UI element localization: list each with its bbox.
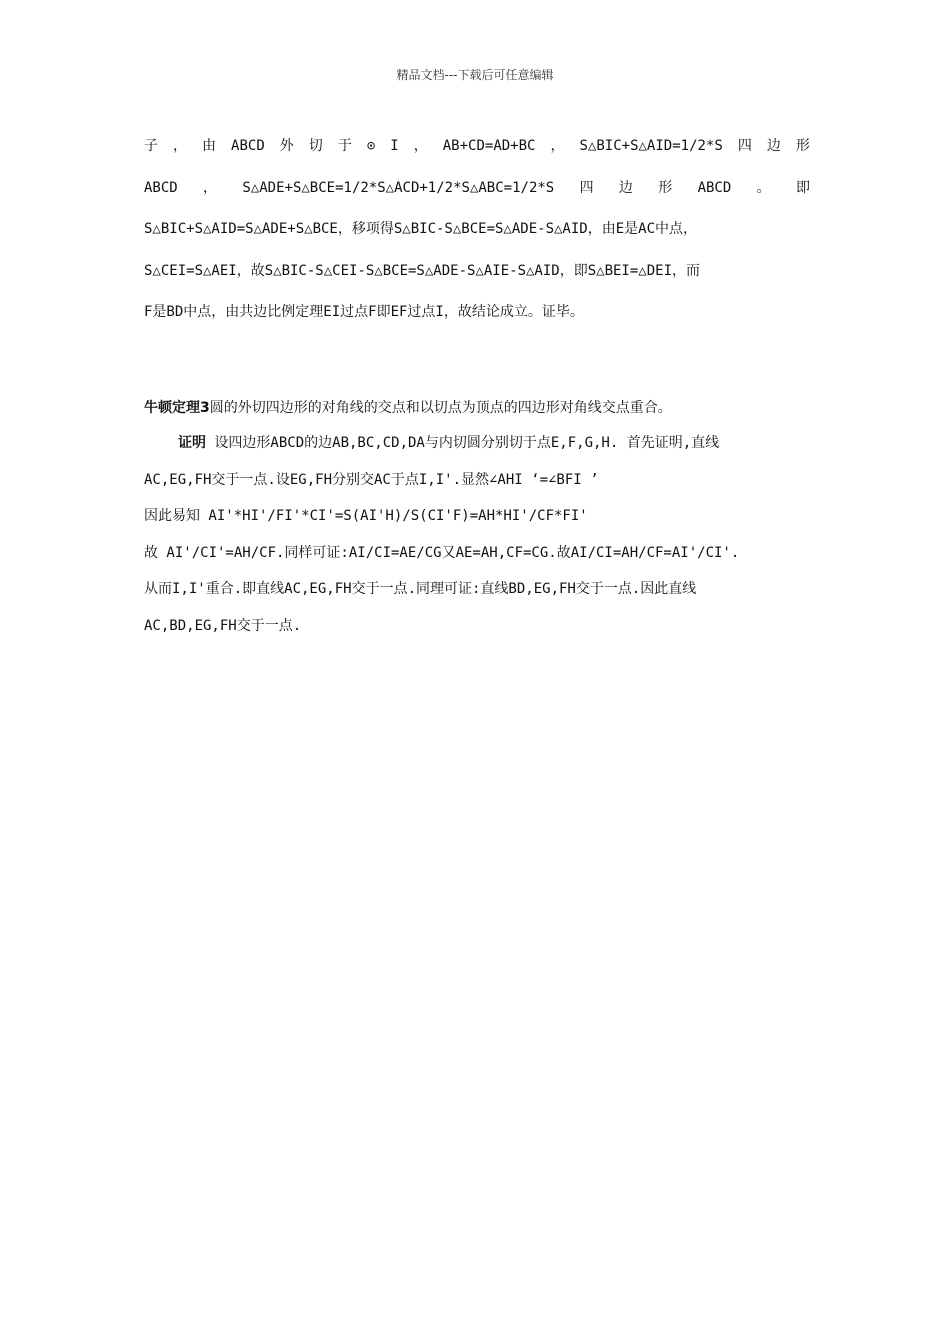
paragraph-line-3: S△BIC+S△AID=S△ADE+S△BCE，移项得S△BIC-S△BCE=S△ADE-S△AID，由E是AC中点，	[144, 221, 698, 237]
text-run: 形	[795, 138, 810, 154]
text-run: 形	[658, 179, 673, 196]
proof-label: 证明	[178, 435, 206, 451]
text-run: ，	[173, 138, 188, 154]
paragraph-line-1	[144, 126, 810, 168]
text-run: 由	[202, 138, 217, 154]
proof-line-4: 故 AI'/CI'=AH/CF.同样可证:AI/CI=AE/CG又AE=AH,CF=CG.故AI/CI=AH/CF=AI'/CI'.	[144, 544, 740, 561]
text-run: 子	[144, 138, 158, 154]
proof-line-1	[144, 430, 810, 467]
proof-paragraph	[144, 430, 810, 650]
text-run: 边	[618, 179, 633, 196]
text-run: 。	[756, 179, 771, 196]
theorem-title: 牛顿定理3	[144, 400, 210, 416]
page-header: 精品文档---下载后可任意编辑	[396, 68, 554, 82]
text-run: I	[390, 138, 399, 154]
text-run: S△BIC+S△AID=1/2*S	[579, 138, 723, 154]
text-run: 外	[279, 138, 294, 154]
paragraph-line-2	[144, 168, 810, 210]
text-run: ⊙	[366, 138, 376, 154]
text-run: ，	[550, 138, 565, 154]
text-run: 四	[579, 179, 594, 196]
text-run: S△ADE+S△BCE=1/2*S△ACD+1/2*S△ABC=1/2*S	[242, 179, 555, 196]
text-run: AB+CD=AD+BC	[442, 138, 536, 154]
proof-line-2: AC,EG,FH交于一点.设EG,FH分别交AC于点I,I'.显然∠AHI ‘=∠BFI ’	[144, 471, 599, 488]
paragraph-line-4: S△CEI=S△AEI，故S△BIC-S△CEI-S△BCE=S△ADE-S△AIE-S△AID，即S△BEI=△DEI，而	[144, 262, 701, 279]
paragraph-line-5: F是BD中点，由共边比例定理EI过点F即EF过点I，故结论成立。证毕。	[144, 304, 584, 320]
theorem-statement	[144, 396, 810, 420]
proof-line-6: AC,BD,EG,FH交于一点.	[144, 617, 302, 634]
text-run: 边	[766, 138, 781, 154]
theorem-text: 圆的外切四边形的对角线的交点和以切点为顶点的四边形对角线交点重合。	[209, 400, 672, 416]
proof-line-5: 从而I,I'重合.即直线AC,EG,FH交于一点.同理可证:直线BD,EG,FH交于一点.因此直线	[144, 581, 697, 598]
text-run: ，	[413, 138, 428, 154]
proof-continuation-paragraph	[144, 126, 810, 334]
text-run: 于	[337, 138, 352, 154]
text-run: 即	[795, 179, 810, 196]
text-run: ，	[203, 179, 218, 196]
text-run: ABCD	[697, 179, 732, 196]
text-run: ABCD	[231, 138, 265, 154]
text-run: 切	[308, 138, 323, 154]
proof-line-3: 因此易知 AI'*HI'/FI'*CI'=S(AI'H)/S(CI'F)=AH*HI'/CF*FI'	[144, 508, 588, 525]
text-run: ABCD	[144, 179, 178, 196]
text-run: 设四边形ABCD的边AB,BC,CD,DA与内切圆分别切于点E,F,G,H. 首先证明,直线	[206, 435, 720, 451]
text-run: 四	[737, 138, 752, 154]
